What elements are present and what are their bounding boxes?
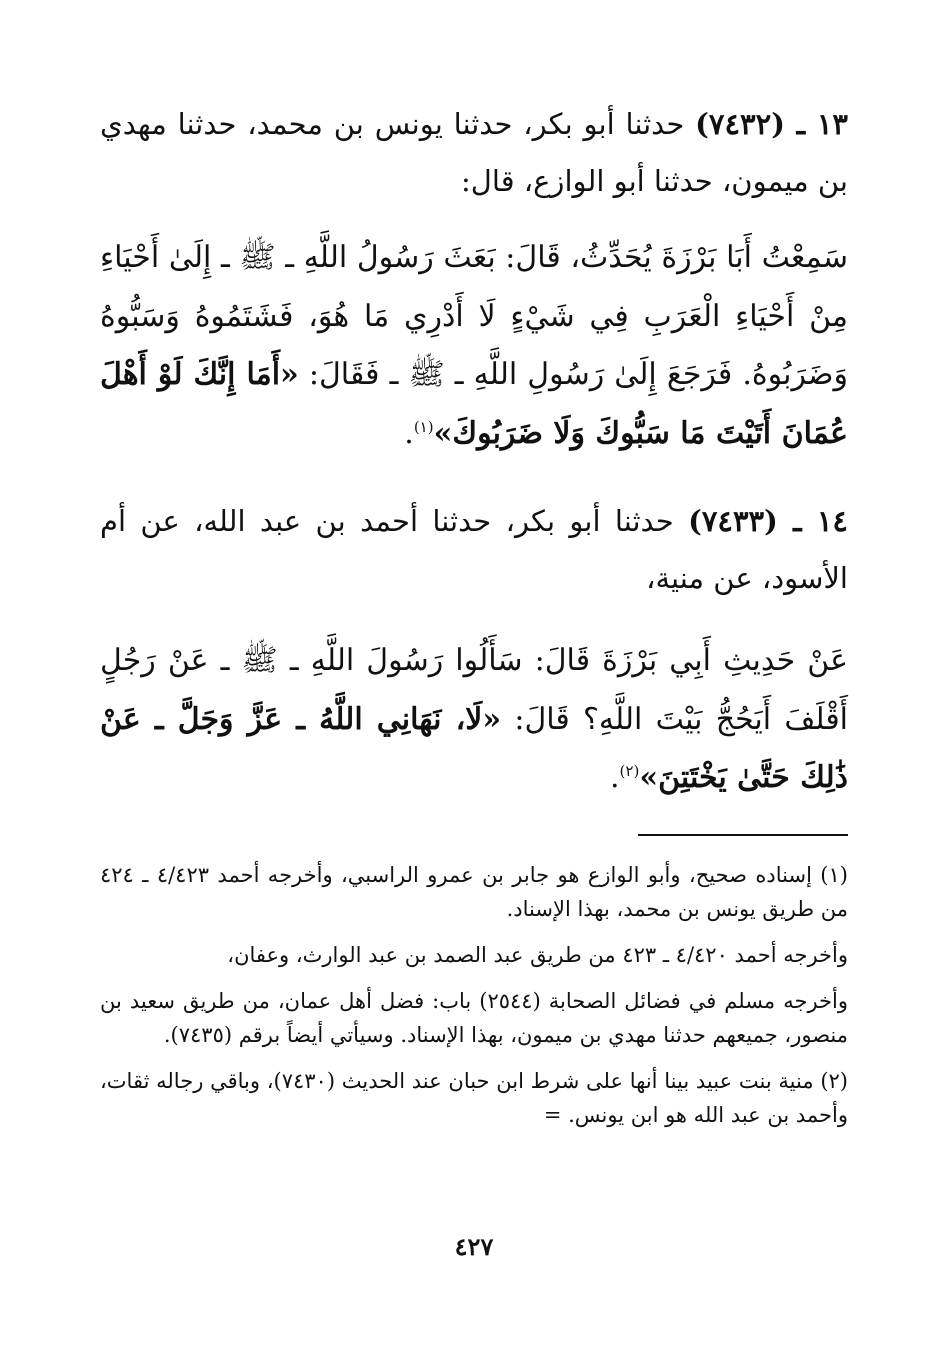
footnote-1: (١) إسناده صحيح، وأبو الوازع هو جابر بن عمرو الراسبي، وأخرجه أحمد ٤/٤٢٣ ـ ٤٢٤ من طريق يونس بن محمد، بهذا الإسناد. bbox=[100, 862, 848, 921]
hadith-14-quote: «لَا، نَهَانِي اللَّهُ ـ عَزَّ وَجَلَّ ـ عَنْ ذَٰلِكَ حَتَّىٰ يَخْتَتِنَ» bbox=[100, 701, 848, 796]
hadith-13-quote: «أَمَا إِنَّكَ لَوْ أَهْلَ عُمَانَ أَتَيْتَ مَا سَبُّوكَ وَلَا ضَرَبُوكَ» bbox=[100, 357, 848, 451]
page-number: ٤٢٧ bbox=[454, 1232, 494, 1261]
footnote-ref-2: (٢) bbox=[619, 762, 640, 781]
footnote-2: (٢) منية بنت عبيد بينا أنها على شرط ابن حبان عند الحديث (٧٤٣٠)، وباقي رجاله ثقات، وأحمد بن عبد الله هو ابن يونس. = bbox=[100, 1068, 848, 1127]
hadith-14-text: عَنْ حَدِيثِ أَبِي بَرْزَةَ قَالَ: سَأَلُوا رَسُولَ اللَّهِ ـ ﷺ ـ عَنْ رَجُلٍ أَقْلَفَ أَيَحُجُّ بَيْتَ اللَّهِ؟ قَالَ: bbox=[100, 643, 848, 737]
hadith-14-number: ١٤ ـ (٧٤٣٣) bbox=[688, 504, 848, 539]
hadith-13-text: سَمِعْتُ أَبَا بَرْزَةَ يُحَدِّثُ، قَالَ: بَعَثَ رَسُولُ اللَّهِ ـ ﷺ ـ إِلَىٰ أَحْيَاءِ مِنْ أَحْيَاءِ الْعَرَبِ فِي شَيْءٍ لَا أَدْرِي مَا هُوَ، فَشَتَمُوهُ وَسَبُّوهُ وَضَرَبُوهُ. فَرَجَعَ إِلَىٰ رَسُولِ اللَّهِ ـ ﷺ ـ فَقَالَ: bbox=[100, 240, 848, 393]
footnote-divider-wrap bbox=[100, 808, 848, 836]
hadith-14-isnad bbox=[100, 493, 848, 606]
hadith-13-isnad bbox=[100, 96, 848, 209]
footnote-divider bbox=[638, 834, 848, 836]
footnote-ref-1: (١) bbox=[413, 417, 434, 436]
hadith-13-matn bbox=[100, 229, 848, 463]
hadith-13-number: ١٣ ـ (٧٤٣٢) bbox=[695, 107, 848, 141]
hadith-13-end: . bbox=[404, 415, 414, 451]
footnote-1-cont-b: وأخرجه مسلم في فضائل الصحابة (٢٥٤٤) باب: فضل أهل عمان، من طريق سعيد بن منصور، جميعهم حدثنا مهدي بن ميمون، بهذا الإسناد. وسيأتي أيضاً برقم (٧٤٣٥). bbox=[100, 988, 848, 1047]
hadith-14-chain: حدثنا أبو بكر، حدثنا أحمد بن عبد الله، عن أم الأسود، عن منية، bbox=[100, 504, 848, 595]
hadith-14-matn bbox=[100, 632, 848, 808]
hadith-13-chain: حدثنا أبو بكر، حدثنا يونس بن محمد، حدثنا مهدي بن ميمون، حدثنا أبو الوازع، قال: bbox=[100, 107, 848, 198]
footnote-1-cont-a: وأخرجه أحمد ٤/٤٢٠ ـ ٤٢٣ من طريق عبد الصمد بن عبد الوارث، وعفان، bbox=[227, 942, 848, 967]
hadith-14-end: . bbox=[609, 760, 620, 796]
